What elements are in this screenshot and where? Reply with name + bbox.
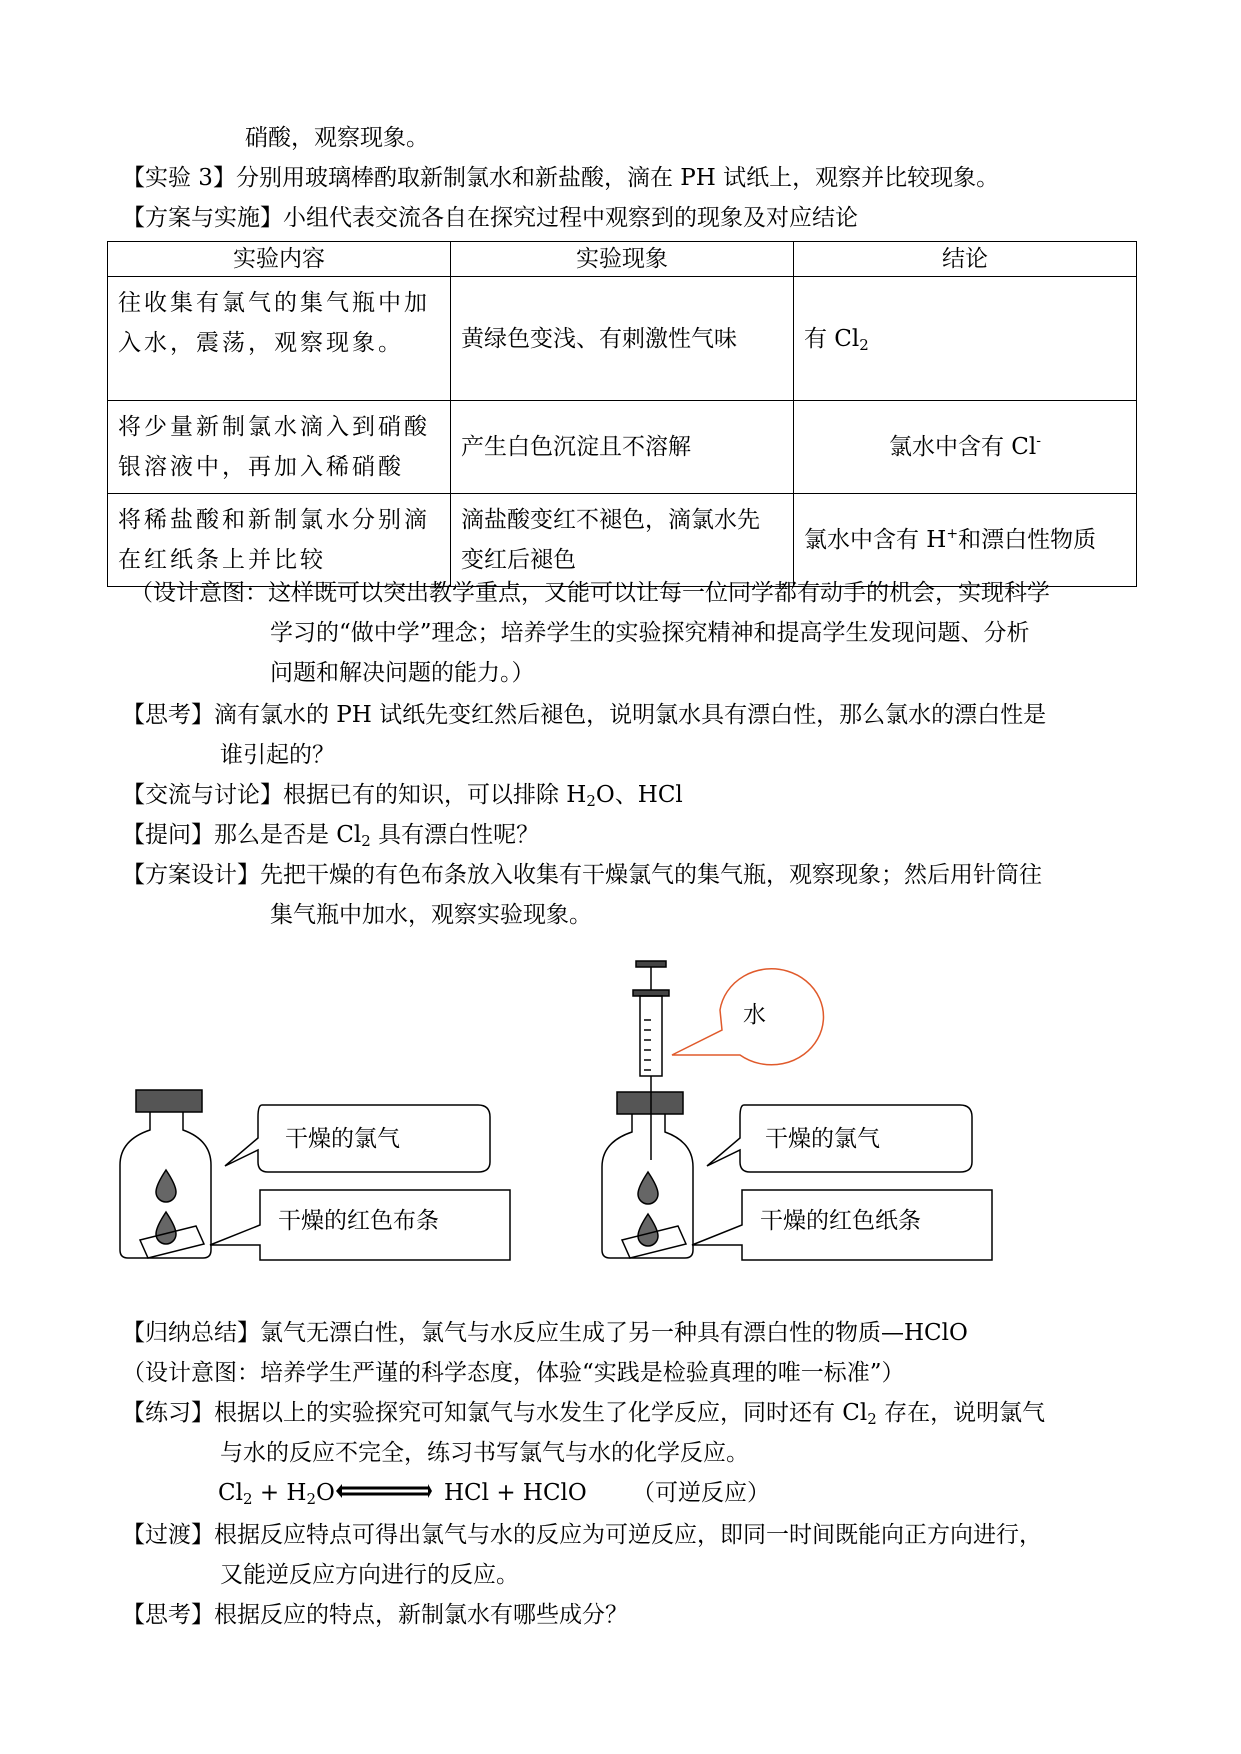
- equation-left: $Cl_2 + H_2O$: [218, 1480, 335, 1508]
- think-paragraph-1b: 谁引起的？: [220, 742, 335, 768]
- table-cell-conclusion: 氯水中含有 Cl-: [793, 401, 1136, 494]
- design-intent-1c: 问题和解决问题的能力。）: [270, 660, 535, 686]
- water-label: 水: [743, 1002, 766, 1028]
- table-cell-conclusion: 氯水中含有 H+和漂白性物质: [793, 494, 1136, 587]
- left-label-dry-chlorine: 干燥的氯气: [285, 1126, 400, 1152]
- reversible-reaction-arrow: [336, 1484, 432, 1498]
- left-bottle-stopper: [136, 1090, 202, 1112]
- table-header-cell: 结论: [793, 242, 1136, 277]
- right-bottle-stopper: [617, 1092, 683, 1114]
- left-drop-2: [156, 1212, 176, 1244]
- right-gas-bottle: [602, 1092, 693, 1258]
- practice-paragraph-b: 与水的反应不完全，练习书写氯气与水的化学反应。: [220, 1440, 749, 1466]
- transition-paragraph-a: 【过渡】根据反应特点可得出氯气与水的反应为可逆反应，即同一时间既能向正方向进行，: [122, 1522, 1042, 1548]
- summary-paragraph: 【归纳总结】氯气无漂白性，氯气与水反应生成了另一种具有漂白性的物质—HClO: [122, 1320, 968, 1346]
- right-drop-2: [638, 1214, 658, 1246]
- syringe: [633, 961, 669, 1160]
- question-paragraph: 【提问】那么是否是 $Cl_2$ 具有漂白性呢？: [122, 822, 540, 850]
- right-drop-1: [638, 1172, 658, 1204]
- experiment-3-paragraph: 【实验 3】分别用玻璃棒酌取新制氯水和新盐酸，滴在 PH 试纸上，观察并比较现象。: [122, 165, 1000, 191]
- table-cell-phenomenon: 产生白色沉淀且不溶解: [451, 401, 794, 494]
- table-header-cell: 实验内容: [108, 242, 451, 277]
- left-drop-1: [156, 1170, 176, 1202]
- equation-note: （可逆反应）: [632, 1480, 770, 1506]
- design-intent-1b: 学习的“做中学”理念；培养学生的实验探究精神和提高学生发现问题、分析: [270, 620, 1030, 646]
- equation-right: HCl + HClO: [444, 1480, 587, 1506]
- right-label-dry-red-paper: 干燥的红色纸条: [760, 1208, 921, 1234]
- discussion-paragraph: 【交流与讨论】根据已有的知识，可以排除 $H_2O$、HCl: [122, 782, 683, 810]
- transition-paragraph-b: 又能逆反应方向进行的反应。: [220, 1562, 519, 1588]
- scheme-paragraph-a: 【方案设计】先把干燥的有色布条放入收集有干燥氯气的集气瓶，观察现象；然后用针筒往: [122, 862, 1042, 888]
- left-gas-bottle: [120, 1090, 211, 1258]
- table-cell-content: 往收集有氯气的集气瓶中加入水，震荡，观察现象。: [108, 277, 451, 401]
- plan-paragraph: 【方案与实施】小组代表交流各自在探究过程中观察到的现象及对应结论: [122, 205, 858, 231]
- table-cell-content: 将稀盐酸和新制氯水分别滴在红纸条上并比较: [108, 494, 451, 587]
- text-line-nitric: 硝酸，观察现象。: [245, 125, 429, 151]
- table-cell-content: 将少量新制氯水滴入到硝酸银溶液中，再加入稀硝酸: [108, 401, 451, 494]
- think-paragraph-1a: 【思考】滴有氯水的 PH 试纸先变红然后褪色，说明氯水具有漂白性，那么氯水的漂白性是: [122, 702, 1047, 728]
- left-label-dry-red-cloth: 干燥的红色布条: [278, 1208, 439, 1234]
- design-intent-2: （设计意图：培养学生严谨的科学态度，体验“实践是检验真理的唯一标准”）: [122, 1360, 905, 1386]
- practice-paragraph-a: 【练习】根据以上的实验探究可知氯气与水发生了化学反应，同时还有 $Cl_2$ 存在，说明氯气: [122, 1400, 1046, 1428]
- table-cell-phenomenon: 滴盐酸变红不褪色，滴氯水先变红后褪色: [451, 494, 794, 587]
- scheme-paragraph-b: 集气瓶中加水，观察实验现象。: [270, 902, 592, 928]
- design-intent-1a: （设计意图：这样既可以突出教学重点，又能可以让每一位同学都有动手的机会，实现科学: [130, 580, 1050, 606]
- table-header-cell: 实验现象: [451, 242, 794, 277]
- table-cell-phenomenon: 黄绿色变浅、有刺激性气味: [451, 277, 794, 401]
- table-cell-conclusion: 有 $Cl_2$: [793, 277, 1136, 401]
- right-label-dry-chlorine: 干燥的氯气: [765, 1126, 880, 1152]
- think-paragraph-2: 【思考】根据反应的特点，新制氯水有哪些成分？: [122, 1602, 628, 1628]
